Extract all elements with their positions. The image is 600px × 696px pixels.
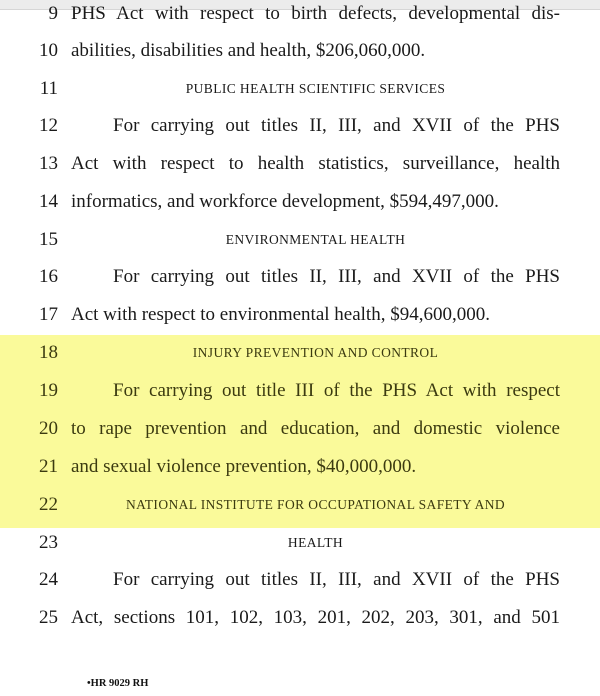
- line-14: [0, 187, 600, 217]
- line-number: 17: [39, 304, 58, 325]
- line-19: [0, 376, 600, 406]
- line-9: [0, 0, 600, 29]
- line-text: For carrying out titles II, III, and XVII of the PHS: [113, 266, 560, 287]
- line-number: 25: [39, 607, 58, 628]
- line-18: [0, 338, 600, 368]
- line-number: 19: [39, 380, 58, 401]
- line-text: For carrying out titles II, III, and XVII of the PHS: [113, 569, 560, 590]
- line-number: 13: [39, 153, 58, 174]
- line-21: [0, 452, 600, 482]
- line-10: [0, 36, 600, 66]
- line-13: [0, 149, 600, 179]
- bill-footer: •HR 9029 RH: [87, 678, 149, 689]
- line-20: [0, 414, 600, 444]
- line-number: 16: [39, 266, 58, 287]
- line-22: [0, 490, 600, 520]
- line-text: to rape prevention and education, and domestic violence: [71, 418, 560, 439]
- line-text: and sexual violence prevention, $40,000,000.: [71, 456, 417, 477]
- line-number: 14: [39, 191, 58, 212]
- section-heading: INJURY PREVENTION AND CONTROL: [192, 345, 439, 360]
- line-16: [0, 262, 600, 292]
- line-12: [0, 111, 600, 141]
- line-text: Act, sections 101, 102, 103, 201, 202, 203, 301, and 501: [71, 607, 560, 628]
- section-heading: HEALTH: [287, 535, 344, 550]
- line-text: Act with respect to health statistics, surveillance, health: [71, 153, 560, 174]
- line-number: 12: [39, 115, 58, 136]
- line-text: informatics, and workforce development, $594,497,000.: [71, 191, 499, 212]
- line-number: 22: [39, 494, 58, 515]
- line-text: PHS Act with respect to birth defects, developmental dis-: [71, 3, 560, 24]
- section-heading: PUBLIC HEALTH SCIENTIFIC SERVICES: [185, 81, 446, 96]
- line-text: Act with respect to environmental health, $94,600,000.: [71, 304, 490, 325]
- line-text: abilities, disabilities and health, $206,060,000.: [71, 40, 426, 61]
- line-number: 24: [39, 569, 58, 590]
- line-23: [0, 528, 600, 558]
- line-11: [0, 74, 600, 104]
- line-17: [0, 300, 600, 330]
- line-text: For carrying out titles II, III, and XVII of the PHS: [113, 115, 560, 136]
- line-number: 9: [48, 3, 58, 24]
- line-number: 10: [39, 40, 58, 61]
- line-number: 18: [39, 342, 58, 363]
- line-24: [0, 565, 600, 595]
- line-number: 23: [39, 532, 58, 553]
- line-25: [0, 603, 600, 633]
- line-number: 20: [39, 418, 58, 439]
- line-text: For carrying out title III of the PHS Act with respect: [113, 380, 560, 401]
- section-heading: ENVIRONMENTAL HEALTH: [225, 232, 406, 247]
- line-number: 21: [39, 456, 58, 477]
- line-number: 15: [39, 229, 58, 250]
- line-15: [0, 225, 600, 255]
- line-number: 11: [39, 78, 58, 99]
- section-heading: NATIONAL INSTITUTE FOR OCCUPATIONAL SAFETY AND: [125, 497, 506, 512]
